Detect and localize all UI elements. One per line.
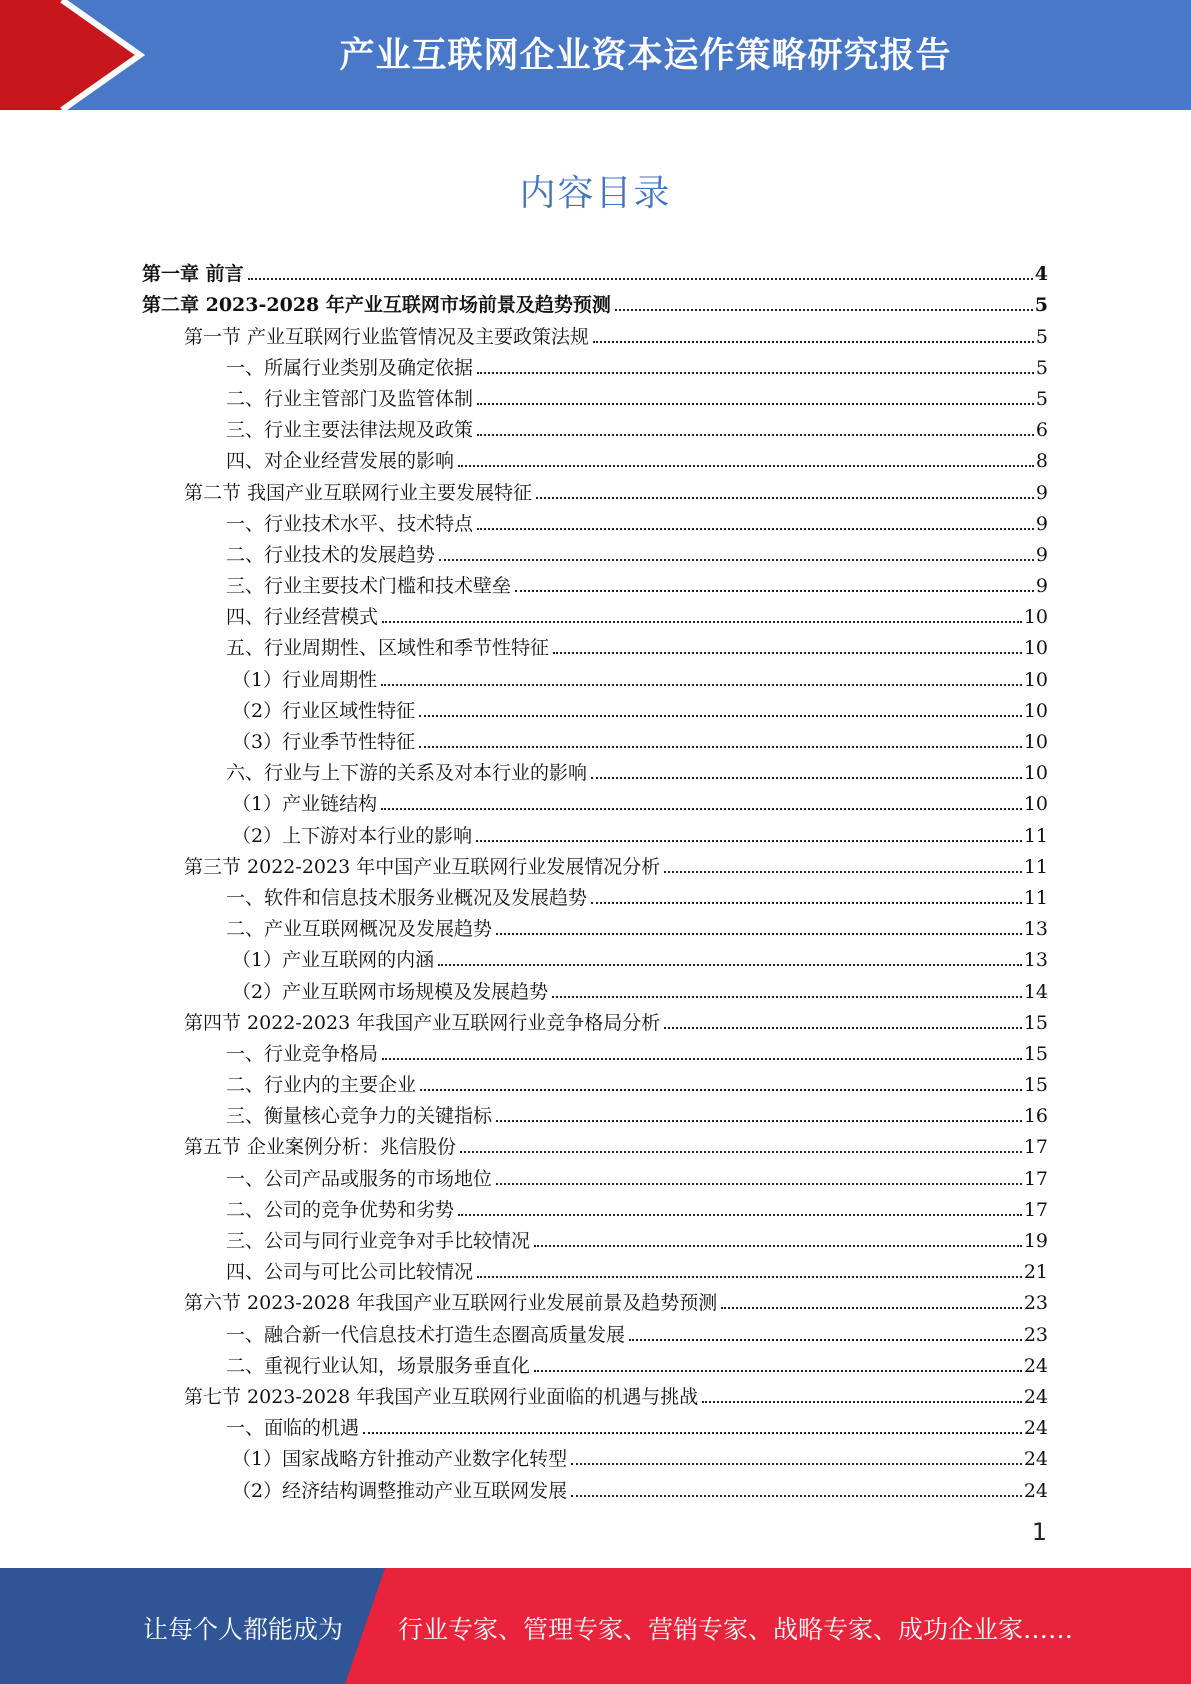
toc-entry-page: 17 xyxy=(1023,1198,1048,1221)
toc-entry[interactable] xyxy=(142,1346,1048,1377)
toc-entry[interactable] xyxy=(142,1190,1048,1221)
toc-entry-label: 一、所属行业类别及确定依据 xyxy=(226,356,474,379)
toc-entry[interactable] xyxy=(142,1377,1048,1408)
toc-entry-page: 16 xyxy=(1023,1105,1048,1128)
footer-slogan-right: 行业专家、管理专家、营销专家、战略专家、成功企业家…… xyxy=(398,1615,1074,1644)
toc-entry[interactable] xyxy=(142,1408,1048,1439)
toc-entry[interactable] xyxy=(142,597,1048,628)
toc-entry-label: （1）产业互联网的内涵 xyxy=(232,949,435,972)
toc-entry-page: 14 xyxy=(1023,980,1048,1003)
toc-dot-leader xyxy=(571,1463,1022,1465)
toc-entry[interactable] xyxy=(142,441,1048,472)
toc-entry[interactable] xyxy=(142,909,1048,940)
toc-dot-leader xyxy=(552,996,1022,998)
toc-entry-label: 第一节 产业互联网行业监管情况及主要政策法规 xyxy=(184,325,590,348)
toc-dot-leader xyxy=(476,840,1022,842)
toc-entry[interactable] xyxy=(142,815,1048,846)
toc-entry-page: 11 xyxy=(1023,886,1048,909)
toc-entry-page: 5 xyxy=(1035,325,1048,348)
toc-dot-leader xyxy=(534,1245,1022,1247)
toc-entry-label: （2）产业互联网市场规模及发展趋势 xyxy=(232,980,549,1003)
toc-entry-page: 8 xyxy=(1035,450,1048,473)
toc-entry-label: 六、行业与上下游的关系及对本行业的影响 xyxy=(226,762,588,785)
toc-entry[interactable] xyxy=(142,504,1048,535)
toc-dot-leader xyxy=(496,933,1022,935)
toc-dot-leader xyxy=(419,746,1022,748)
toc-entry-page: 19 xyxy=(1023,1230,1048,1252)
toc-entry-page: 23 xyxy=(1023,1323,1048,1346)
toc-dot-leader xyxy=(460,1151,1022,1153)
toc-entry-label: 二、公司的竞争优势和劣势 xyxy=(226,1198,455,1221)
page-number: 1 xyxy=(1031,1518,1047,1546)
toc-dot-leader xyxy=(458,1214,1022,1216)
toc-entry[interactable] xyxy=(142,1221,1048,1252)
toc-dot-leader xyxy=(593,341,1034,343)
toc-entry[interactable] xyxy=(142,847,1048,878)
toc-dot-leader xyxy=(496,1183,1022,1185)
toc-dot-leader xyxy=(419,715,1022,717)
toc-entry-label: （3）行业季节性特征 xyxy=(232,731,416,753)
toc-entry-label: 一、行业技术水平、技术特点 xyxy=(226,512,474,535)
toc-entry-label: 第二章 2023-2028 年产业互联网市场前景及趋势预测 xyxy=(142,294,611,317)
toc-entry-label: 一、融合新一代信息技术打造生态圈高质量发展 xyxy=(226,1323,626,1346)
toc-dot-leader xyxy=(536,497,1034,499)
toc-entry-page: 11 xyxy=(1023,824,1048,847)
toc-entry[interactable] xyxy=(142,878,1048,909)
toc-entry-page: 10 xyxy=(1023,762,1048,785)
toc-entry-page: 6 xyxy=(1035,419,1048,442)
toc-entry-page: 24 xyxy=(1023,1448,1048,1471)
toc-entry-label: 二、行业主管部门及监管体制 xyxy=(226,387,474,410)
toc-entry-page: 5 xyxy=(1035,356,1048,379)
toc-entry-label: 第六节 2023-2028 年我国产业互联网行业发展前景及趋势预测 xyxy=(184,1292,718,1315)
toc-entry[interactable] xyxy=(142,971,1048,1002)
toc-entry-page: 9 xyxy=(1035,512,1048,535)
toc-entry[interactable] xyxy=(142,379,1048,410)
toc-dot-leader xyxy=(382,1058,1022,1060)
toc-entry-label: 二、行业内的主要企业 xyxy=(226,1074,417,1097)
toc-dot-leader xyxy=(615,309,1033,311)
toc-entry-label: 第五节 企业案例分析：兆信股份 xyxy=(184,1136,457,1159)
toc-entry-label: 一、公司产品或服务的市场地位 xyxy=(226,1167,493,1190)
toc-dot-leader xyxy=(477,403,1034,405)
toc-entry-label: 二、行业技术的发展趋势 xyxy=(226,543,436,566)
toc-dot-leader xyxy=(477,434,1034,436)
toc-entry-page: 15 xyxy=(1023,1011,1048,1034)
toc-entry-page: 9 xyxy=(1035,481,1048,504)
toc-entry-label: 三、行业主要法律法规及政策 xyxy=(226,419,474,442)
toc-entry-label: 三、衡量核心竞争力的关键指标 xyxy=(226,1105,493,1128)
toc-entry[interactable] xyxy=(142,659,1048,690)
toc-entry-page: 15 xyxy=(1023,1042,1048,1065)
toc-entry-page: 24 xyxy=(1023,1354,1048,1377)
toc-entry-label: （2）经济结构调整推动产业互联网发展 xyxy=(232,1479,568,1502)
header-banner xyxy=(0,0,1191,110)
toc-entry[interactable] xyxy=(142,566,1048,597)
toc-entry-label: 四、公司与可比公司比较情况 xyxy=(226,1261,474,1284)
toc-entry[interactable] xyxy=(142,1252,1048,1283)
toc-dot-leader xyxy=(382,621,1022,623)
toc-dot-leader xyxy=(534,1370,1022,1372)
toc-entry[interactable] xyxy=(142,940,1048,971)
toc-entry[interactable] xyxy=(142,753,1048,784)
toc-entry[interactable] xyxy=(142,472,1048,503)
toc-entry-label: 第七节 2023-2028 年我国产业互联网行业面临的机遇与挑战 xyxy=(184,1385,699,1408)
report-title: 产业互联网企业资本运作策略研究报告 xyxy=(339,36,952,76)
toc-entry-page: 9 xyxy=(1035,575,1048,598)
toc-entry-page: 17 xyxy=(1023,1167,1048,1190)
toc-dot-leader xyxy=(477,372,1034,374)
toc-entry[interactable] xyxy=(142,1314,1048,1345)
toc-entry-page: 4 xyxy=(1034,263,1048,286)
toc-entry-label: （1）国家战略方针推动产业数字化转型 xyxy=(232,1448,568,1471)
toc-entry-label: 五、行业周期性、区域性和季节性特征 xyxy=(226,637,550,660)
toc-entry-page: 10 xyxy=(1023,793,1048,816)
toc-dot-leader xyxy=(571,1495,1022,1497)
toc-entry[interactable] xyxy=(142,348,1048,379)
toc-dot-leader xyxy=(664,871,1022,873)
toc-entry-page: 21 xyxy=(1023,1261,1048,1284)
toc-entry[interactable] xyxy=(142,1003,1048,1034)
toc-entry[interactable] xyxy=(142,1439,1048,1470)
toc-entry[interactable] xyxy=(142,628,1048,659)
toc-entry-label: 第一章 前言 xyxy=(142,263,244,286)
toc-entry[interactable] xyxy=(142,254,1048,285)
toc-dot-leader xyxy=(702,1401,1022,1403)
toc-entry-page: 9 xyxy=(1035,543,1048,566)
toc-entry-page: 5 xyxy=(1035,387,1048,410)
toc-dot-leader xyxy=(496,1120,1022,1122)
toc-entry-label: 一、行业竞争格局 xyxy=(226,1042,379,1065)
toc-entry-page: 24 xyxy=(1023,1479,1048,1502)
toc-entry-page: 10 xyxy=(1023,668,1048,691)
toc-entry-page: 13 xyxy=(1023,918,1048,941)
toc-entry-label: （2）上下游对本行业的影响 xyxy=(232,824,473,847)
toc-entry-label: 第三节 2022-2023 年中国产业互联网行业发展情况分析 xyxy=(184,855,661,878)
toc-dot-leader xyxy=(363,1432,1022,1434)
toc-entry-page: 15 xyxy=(1023,1074,1048,1097)
toc-entry-page: 10 xyxy=(1023,606,1048,629)
footer-slogan-left: 让每个人都能成为 xyxy=(143,1615,344,1644)
toc-entry-label: 二、重视行业认知，场景服务垂直化 xyxy=(226,1354,531,1377)
toc-entry[interactable] xyxy=(142,1283,1048,1314)
toc-entry[interactable] xyxy=(142,784,1048,815)
toc-entry-page: 24 xyxy=(1023,1385,1048,1408)
toc-entry-label: 三、公司与同行业竞争对手比较情况 xyxy=(226,1230,531,1252)
toc-dot-leader xyxy=(439,559,1034,561)
toc-entry[interactable] xyxy=(142,1034,1048,1065)
toc-entry[interactable] xyxy=(142,1096,1048,1127)
toc-dot-leader xyxy=(420,1089,1022,1091)
toc-dot-leader xyxy=(629,1339,1022,1341)
toc-dot-leader xyxy=(591,777,1022,779)
toc-dot-leader xyxy=(381,684,1022,686)
toc-entry-page: 10 xyxy=(1023,699,1048,722)
toc-entry-label: （1）行业周期性 xyxy=(232,668,378,691)
toc-entry-label: 四、对企业经营发展的影响 xyxy=(226,450,455,473)
toc-dot-leader xyxy=(477,1276,1022,1278)
toc-entry[interactable] xyxy=(142,1065,1048,1096)
toc-entry[interactable] xyxy=(142,1158,1048,1189)
toc-entry-page: 10 xyxy=(1023,731,1048,753)
toc-dot-leader xyxy=(553,652,1022,654)
toc-entry-page: 10 xyxy=(1023,637,1048,660)
toc-entry[interactable] xyxy=(142,535,1048,566)
toc-entry[interactable] xyxy=(142,1127,1048,1158)
toc-entry-label: 第二节 我国产业互联网行业主要发展特征 xyxy=(184,481,533,504)
toc-entry-page: 17 xyxy=(1023,1136,1048,1159)
toc-entry-label: 三、行业主要技术门槛和技术壁垒 xyxy=(226,575,512,598)
toc-entry-page: 24 xyxy=(1023,1417,1048,1440)
toc-dot-leader xyxy=(477,528,1034,530)
toc-entry-page: 11 xyxy=(1023,855,1048,878)
toc-entry[interactable] xyxy=(142,410,1048,441)
toc-dot-leader xyxy=(438,964,1022,966)
toc-entry[interactable] xyxy=(142,285,1048,316)
toc-entry-label: 二、产业互联网概况及发展趋势 xyxy=(226,918,493,941)
toc-entry-page: 13 xyxy=(1023,949,1048,972)
toc-entry-label: 第四节 2022-2023 年我国产业互联网行业竞争格局分析 xyxy=(184,1011,661,1034)
footer-banner xyxy=(0,1568,1191,1684)
toc-dot-leader xyxy=(458,465,1034,467)
toc-heading: 内容目录 xyxy=(519,173,672,214)
table-of-contents xyxy=(142,254,1048,1502)
toc-entry[interactable] xyxy=(142,316,1048,347)
toc-entry-page: 5 xyxy=(1034,294,1048,317)
toc-entry-label: 一、面临的机遇 xyxy=(226,1417,360,1440)
toc-entry-page: 23 xyxy=(1023,1292,1048,1315)
toc-dot-leader xyxy=(721,1307,1022,1309)
toc-entry-label: 四、行业经营模式 xyxy=(226,606,379,629)
toc-dot-leader xyxy=(381,808,1022,810)
toc-entry[interactable] xyxy=(142,1470,1048,1501)
toc-entry-label: 一、软件和信息技术服务业概况及发展趋势 xyxy=(226,886,588,909)
toc-entry-label: （1）产业链结构 xyxy=(232,793,378,816)
toc-dot-leader xyxy=(591,902,1022,904)
toc-dot-leader xyxy=(515,590,1034,592)
toc-entry-label: （2）行业区域性特征 xyxy=(232,699,416,722)
toc-entry[interactable] xyxy=(142,722,1048,753)
toc-entry[interactable] xyxy=(142,691,1048,722)
toc-dot-leader xyxy=(664,1027,1022,1029)
toc-dot-leader xyxy=(248,278,1033,280)
